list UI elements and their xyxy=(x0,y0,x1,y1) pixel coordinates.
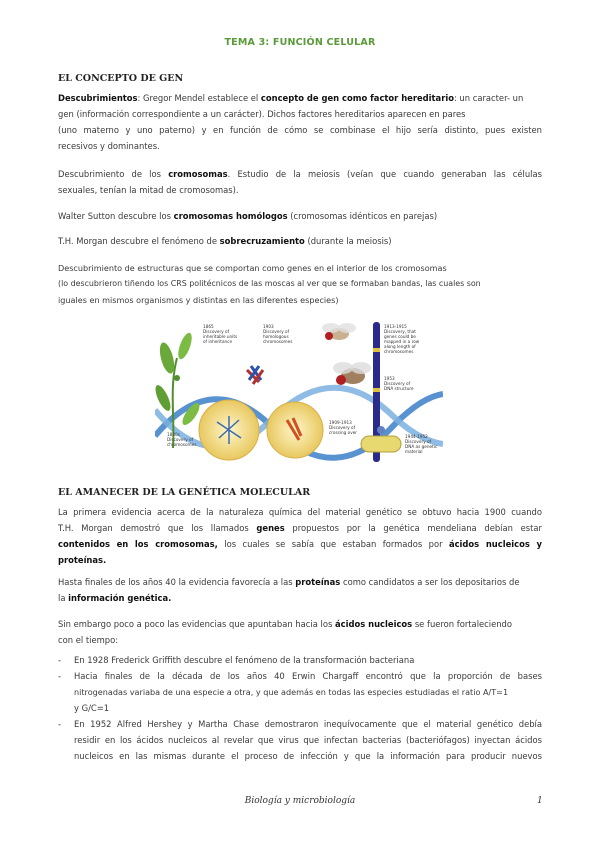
svg-text:along length of: along length of xyxy=(384,344,416,349)
bold-term: concepto de gen como factor hereditario xyxy=(260,93,454,103)
paragraph-estructuras: Descubrimiento de estructuras que se comportan como genes en el interior de los cromosomas (lo descubrieron tiñendo los CRS politécnicos de las moscas al ver que se formaban bandas, las cuales son iguales en mismos organismos y distintas en las diferentes especies) xyxy=(58,263,481,305)
svg-text:mapped in a row: mapped in a row xyxy=(384,339,420,344)
bold-term: información genética. xyxy=(68,593,172,603)
bold-term: Descubrimientos xyxy=(58,93,138,103)
svg-text:1880s: 1880s xyxy=(167,432,180,437)
paragraph-morgan: T.H. Morgan descubre el fenómeno de sobrecruzamiento (durante la meiosis) xyxy=(58,236,392,246)
svg-text:DNA structure: DNA structure xyxy=(384,386,414,391)
svg-text:chromosomes: chromosomes xyxy=(167,442,197,447)
bullet-dash: - xyxy=(58,671,62,681)
svg-text:genes could be: genes could be xyxy=(384,334,416,339)
paragraph-primera-evidencia: La primera evidencia acerca de la naturaleza química del material genético se obtuvo hacia 1900 cuando T.H. Morgan demostró que los llamados genes propuestos por la genética mendeliana debían estar contenidos en los cromosomas, los cuales se sabía que estaban formados por ácidos nucleicos y proteínas. xyxy=(58,507,542,565)
svg-text:1903: 1903 xyxy=(263,324,274,329)
bacterium-icon xyxy=(361,426,401,452)
paragraph-proteinas: Hasta finales de los años 40 la evidencia favorecía a las proteínas como candidatos a ser los depositarios de la información genética. xyxy=(58,577,520,603)
bold-term: cromosomas homólogos xyxy=(173,211,288,221)
bold-term: proteínas xyxy=(295,577,341,587)
svg-text:chromosomes: chromosomes xyxy=(384,349,414,354)
bold-term: proteínas. xyxy=(58,555,107,565)
paragraph-cromosomas: Descubrimiento de los cromosomas. Estudio de la meiosis (veían que cuando generaban las células sexuales, tenían la mitad de cromosomas). xyxy=(58,169,542,195)
paragraph-descubrimientos: Descubrimientos: Gregor Mendel establece el concepto de gen como factor hereditario: un caracter- un gen (información correspondiente a un carácter). Dichos factores hereditarios aparecen en pares (uno materno y uno paterno) y en función de cómo se combinase el hijo sería distinto, pues existen recesivos y dominantes. xyxy=(58,93,542,151)
svg-text:1944-1952: 1944-1952 xyxy=(405,434,428,439)
document-title: TEMA 3: FUNCIÓN CELULAR xyxy=(224,37,376,48)
bold-term: sobrecruzamiento xyxy=(219,236,305,246)
svg-text:Discovery of: Discovery of xyxy=(203,329,230,334)
cell-icon xyxy=(267,402,323,458)
bold-term: ácidos nucleicos xyxy=(335,619,413,629)
svg-text:1909-1913: 1909-1913 xyxy=(329,420,352,425)
svg-text:1913-1915: 1913-1915 xyxy=(384,324,407,329)
chromosomes-icon xyxy=(247,366,263,384)
svg-text:Discovery of: Discovery of xyxy=(167,437,194,442)
svg-text:chromosomes: chromosomes xyxy=(263,339,293,344)
page-footer: Biología y microbiología xyxy=(244,796,356,806)
svg-text:of inheritance: of inheritance xyxy=(203,339,233,344)
list-item: En 1928 Frederick Griffith descubre el fenómeno de la transformación bacteriana xyxy=(74,655,415,665)
bold-term: cromosomas xyxy=(168,169,228,179)
bullet-dash: - xyxy=(58,655,62,665)
svg-text:material: material xyxy=(405,449,423,454)
section-heading-genetica-molecular: EL AMANECER DE LA GENÉTICA MOLECULAR xyxy=(58,487,311,498)
list-item: Hacia finales de la década de los años 40 Erwin Chargaff encontró que la proporción de bases nitrogenadas variaba de una especie a otra, y que además en todas las especies estudiadas el ratio A/T=1 y G/C=1 xyxy=(74,671,542,713)
list-item: En 1952 Alfred Hershey y Martha Chase demostraron inequívocamente que el material genético debía residir en los ácidos nucleicos al revelar que virus que infectan bacterias (bacteriófagos) inyectan ácidos nucleicos en las mismas durante el proceso de infección y que la información para producir nuevos xyxy=(74,719,542,761)
bold-term: genes xyxy=(256,523,285,533)
svg-text:homologous: homologous xyxy=(263,334,289,339)
svg-text:1865: 1865 xyxy=(203,324,214,329)
svg-text:1953: 1953 xyxy=(384,376,395,381)
paragraph-acidos-nucleicos: Sin embargo poco a poco las evidencias que apuntaban hacia los ácidos nucleicos se fueron fortaleciendo con el tiempo: xyxy=(58,619,513,645)
svg-text:inheritable units: inheritable units xyxy=(203,334,238,339)
genetics-timeline-figure xyxy=(155,318,443,470)
svg-text:Discovery of: Discovery of xyxy=(405,439,432,444)
fruit-fly-icon xyxy=(322,323,356,340)
svg-text:Discovery of: Discovery of xyxy=(329,425,356,430)
bullet-dash: - xyxy=(58,719,62,729)
svg-text:DNA as genetic: DNA as genetic xyxy=(405,444,438,449)
section-heading-concepto-gen: EL CONCEPTO DE GEN xyxy=(58,73,184,84)
paragraph-sutton: Walter Sutton descubre los cromosomas homólogos (cromosomas idénticos en parejas) xyxy=(58,211,438,221)
bold-term: contenidos en los cromosomas, xyxy=(58,539,218,549)
svg-text:crossing over: crossing over xyxy=(329,430,358,435)
svg-text:Discovery of: Discovery of xyxy=(263,329,290,334)
page-number: 1 xyxy=(537,796,543,806)
bold-term: ácidos nucleicos y xyxy=(448,539,542,549)
svg-text:Discovery of: Discovery of xyxy=(384,381,411,386)
svg-text:Discovery, that: Discovery, that xyxy=(384,329,416,334)
fruit-fly-icon xyxy=(333,362,371,385)
